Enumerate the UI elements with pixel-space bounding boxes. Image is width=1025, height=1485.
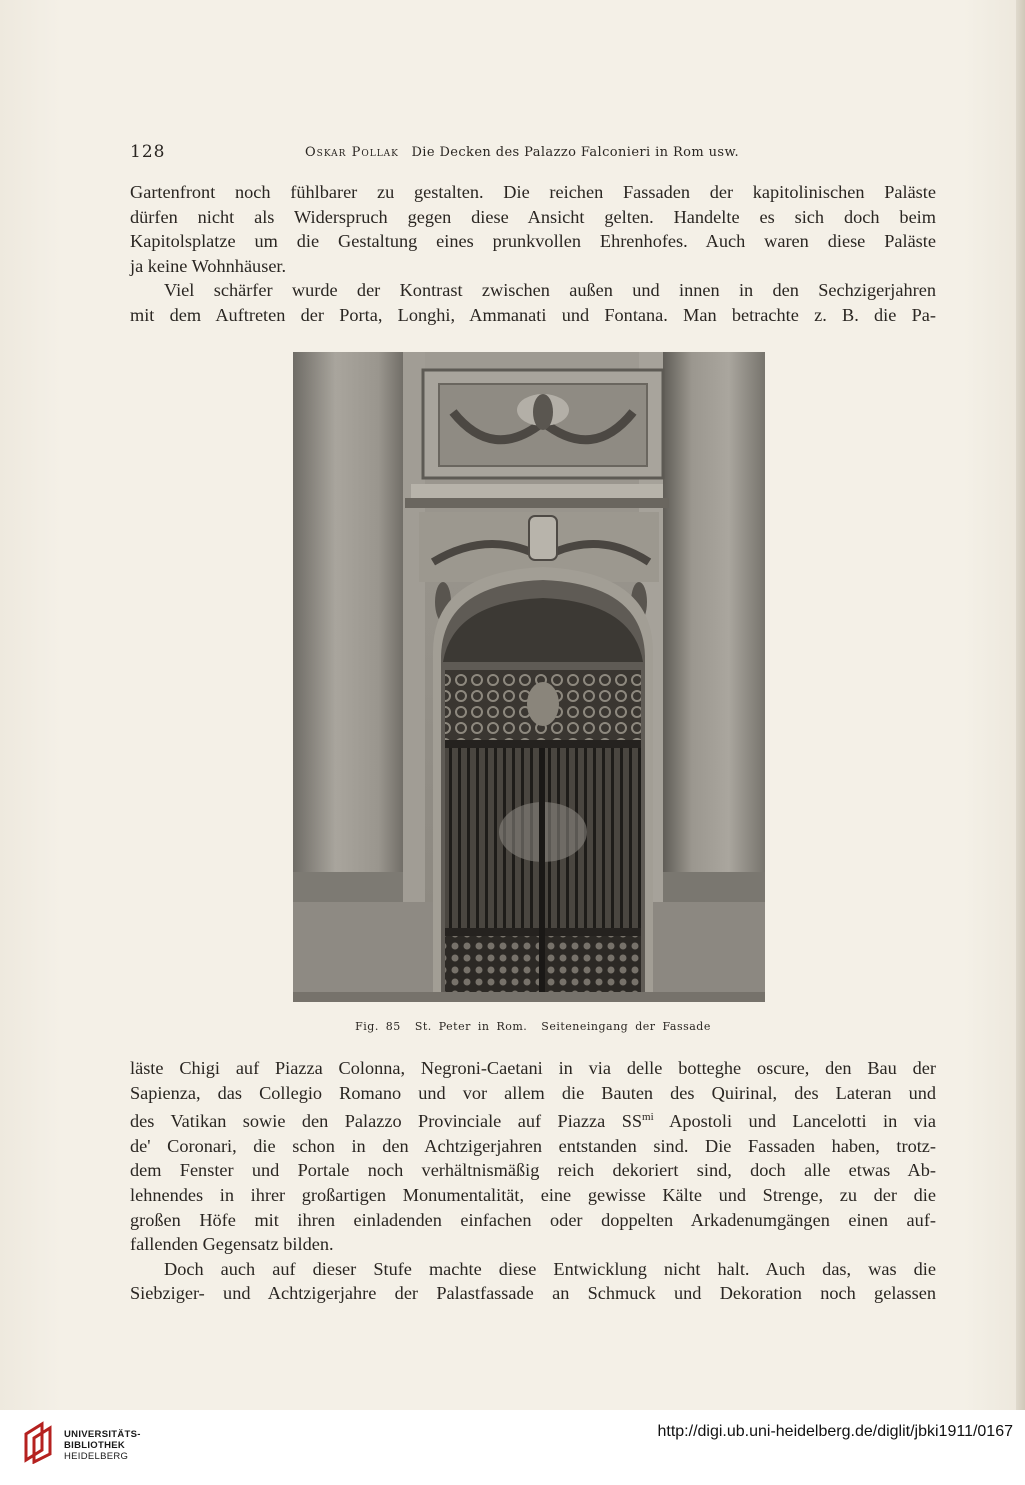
text-line: Gartenfront noch fühlbarer zu gestalten. Die reichen Fassaden der kapitolinischen Paläste — [130, 182, 936, 202]
library-logo-icon[interactable] — [20, 1420, 58, 1464]
text-line: fallenden Gegensatz bilden. — [130, 1234, 334, 1255]
figure-photo-portal — [293, 352, 765, 1002]
running-header — [130, 142, 936, 164]
footer-bar — [0, 1410, 1025, 1485]
figure-description: Seiteneingang der Fassade — [541, 1020, 711, 1033]
text-line: Sapienza, das Collegio Romano und vor allem die Bauten des Quirinal, des Lateran und — [130, 1082, 936, 1103]
page-edge — [1016, 0, 1025, 1410]
superscript: mi — [642, 1111, 654, 1124]
text-line: dürfen nicht als Widerspruch gegen diese Ansicht gelten. Handelte es sich doch beim — [130, 206, 936, 227]
article-title: Die Decken des Palazzo Falconieri in Rom usw. — [411, 145, 740, 160]
source-url-link[interactable]: http://digi.ub.uni-heidelberg.de/diglit/jbki1911/0167 — [657, 1423, 1013, 1440]
text-line: Kapitolsplatze um die Gestaltung eines prunkvollen Ehrenhofes. Auch waren diese Paläste — [130, 231, 936, 252]
text-line: lehnendes in ihrer großartigen Monumentalität, eine gewisse Kälte und Strenge, zu der die — [130, 1185, 936, 1206]
body-text-bottom — [130, 1056, 936, 1306]
library-name-line: HEIDELBERG — [64, 1451, 129, 1462]
text-line-with-superscript — [130, 1105, 936, 1134]
text-line: mit dem Auftreten der Porta, Longhi, Ammanati und Fontana. Man betrachte z. B. die Pa- — [130, 304, 936, 325]
figure-caption — [130, 1020, 936, 1033]
running-title — [305, 145, 739, 160]
text-line: Siebziger- und Achtzigerjahre der Palastfassade an Schmuck und Dekoration noch gelassen — [130, 1283, 936, 1304]
figure-place: St. Peter in Rom. — [414, 1020, 528, 1033]
text-fragment: des Vatikan sowie den Palazzo Provinciale auf Piazza SS — [130, 1111, 643, 1132]
library-name — [64, 1429, 141, 1462]
text-line: läste Chigi auf Piazza Colonna, Negroni-Caetani in via delle botteghe oscure, den Bau der — [130, 1058, 936, 1078]
portal-photograph — [293, 352, 765, 1002]
text-line: de' Coronari, die schon in den Achtzigerjahren entstanden sind. Die Fassaden haben, trotz- — [130, 1135, 936, 1156]
library-name-line: UNIVERSITÄTS- — [64, 1429, 141, 1440]
text-line: Doch auch auf dieser Stufe machte diese Entwicklung nicht halt. Auch das, was die — [164, 1258, 936, 1279]
author-name: Oskar Pollak — [305, 145, 399, 160]
text-line: großen Höfe mit ihren einladenden einfachen oder doppelten Arkadenumgängen einen auf- — [130, 1209, 936, 1230]
text-line: dem Fenster und Portale noch verhältnismäßig reich dekoriert sind, doch alle etwas Ab- — [130, 1160, 936, 1181]
text-fragment: Apostoli und Lancelotti in via — [653, 1111, 936, 1132]
library-name-line: BIBLIOTHEK — [64, 1440, 126, 1451]
text-line: ja keine Wohnhäuser. — [130, 255, 287, 276]
page-number: 128 — [130, 142, 166, 162]
text-line: Viel schärfer wurde der Kontrast zwischen außen und innen in den Sechzigerjahren — [164, 280, 936, 301]
figure-number: Fig. 85 — [355, 1020, 401, 1033]
body-text-top — [130, 180, 936, 328]
